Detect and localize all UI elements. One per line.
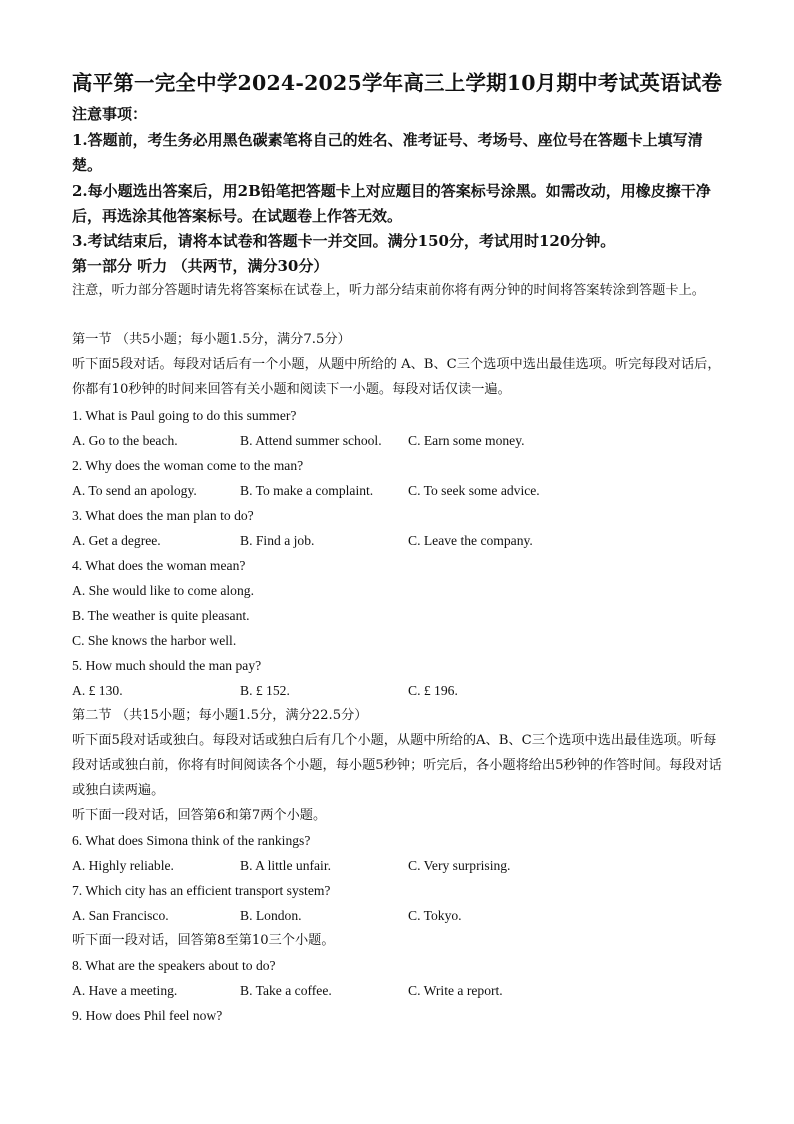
option-3a: A. Get a degree. (72, 533, 161, 548)
options-6 (72, 853, 724, 878)
option-8b: B. Take a coffee. (240, 983, 332, 998)
option-8c: C. Write a report. (408, 983, 503, 998)
option-2a: A. To send an apology. (72, 483, 197, 498)
option-6b: B. A little unfair. (240, 858, 332, 873)
option-7b: B. London. (240, 908, 302, 923)
notice-item-1: 1.答题前，考生务必用黑色碳素笔将自己的姓名、准考证号、考场号、座位号在答题卡上填写清楚。 (72, 131, 703, 174)
option-1c: C. Earn some money. (408, 433, 525, 448)
option-6a: A. Highly reliable. (72, 858, 174, 873)
group1-intro: 听下面一段对话，回答第6和第7两个小题。 (72, 808, 327, 823)
section2-instruction: 听下面5段对话或独白。每段对话或独白后有几个小题，从题中所给的A、B、C三个选项中选出最佳选项。听每段对话或独白前，你将有时间阅读各个小题，每小题5秒钟；听完后，各小题将给出5秒钟的作答时间。每段对话或独白读两遍。 (72, 733, 722, 798)
question-8: 8. What are the speakers about to do? (72, 958, 276, 973)
question-6: 6. What does Simona think of the rankings? (72, 833, 311, 848)
question-1: 1. What is Paul going to do this summer? (72, 408, 297, 423)
option-2c: C. To seek some advice. (408, 483, 540, 498)
option-1b: B. Attend summer school. (240, 433, 382, 448)
option-3b: B. Find a job. (240, 533, 315, 548)
option-7c: C. Tokyo. (408, 908, 462, 923)
section1-instruction: 听下面5段对话。每段对话后有一个小题，从题中所给的 A、B、C三个选项中选出最佳选项。听完每段对话后，你都有10秒钟的时间来回答有关小题和阅读下一小题。每段对话仅读一遍。 (72, 357, 721, 397)
option-8a: A. Have a meeting. (72, 983, 178, 998)
option-1a: A. Go to the beach. (72, 433, 178, 448)
option-7a: A. San Francisco. (72, 908, 169, 923)
part1-heading: 第一部分 听力 （共两节，满分30分） (72, 257, 329, 275)
question-4: 4. What does the woman mean? (72, 558, 246, 573)
exam-title: 高平第一完全中学2024-2025学年高三上学期10月期中考试英语试卷 (71, 71, 723, 95)
option-6c: C. Very surprising. (408, 858, 511, 873)
option-5c: C. £ 196. (408, 683, 458, 698)
notice-item-3: 3.考试结束后，请将本试卷和答题卡一并交回。满分150分，考试用时120分钟。 (72, 232, 616, 250)
options-2 (72, 478, 724, 503)
option-5a: A. £ 130. (72, 683, 123, 698)
options-7 (72, 903, 724, 928)
notice-item-2: 2.每小题选出答案后，用2B铅笔把答题卡上对应题目的答案标号涂黑。如需改动，用橡皮擦干净后，再选涂其他答案标号。在试题卷上作答无效。 (72, 182, 711, 225)
question-9: 9. How does Phil feel now? (72, 1008, 223, 1023)
option-4a: A. She would like to come along. (72, 583, 254, 598)
option-4c: C. She knows the harbor well. (72, 633, 237, 648)
section1-heading: 第一节 （共5小题；每小题1.5分，满分7.5分） (72, 332, 351, 347)
options-1 (72, 428, 724, 453)
question-2: 2. Why does the woman come to the man? (72, 458, 304, 473)
notice-heading: 注意事项： (72, 105, 148, 123)
option-3c: C. Leave the company. (408, 533, 533, 548)
options-8 (72, 978, 724, 1003)
question-5: 5. How much should the man pay? (72, 658, 262, 673)
part1-note: 注意，听力部分答题时请先将答案标在试卷上，听力部分结束前你将有两分钟的时间将答案转涂到答题卡上。 (72, 283, 705, 298)
question-7: 7. Which city has an efficient transport system? (72, 883, 331, 898)
question-3: 3. What does the man plan to do? (72, 508, 254, 523)
group2-intro: 听下面一段对话，回答第8至第10三个小题。 (72, 933, 335, 948)
options-3 (72, 528, 724, 553)
section2-heading: 第二节 （共15小题；每小题1.5分，满分22.5分） (72, 708, 368, 723)
option-5b: B. £ 152. (240, 683, 290, 698)
option-4b: B. The weather is quite pleasant. (72, 608, 250, 623)
option-2b: B. To make a complaint. (240, 483, 374, 498)
options-5 (72, 678, 724, 703)
